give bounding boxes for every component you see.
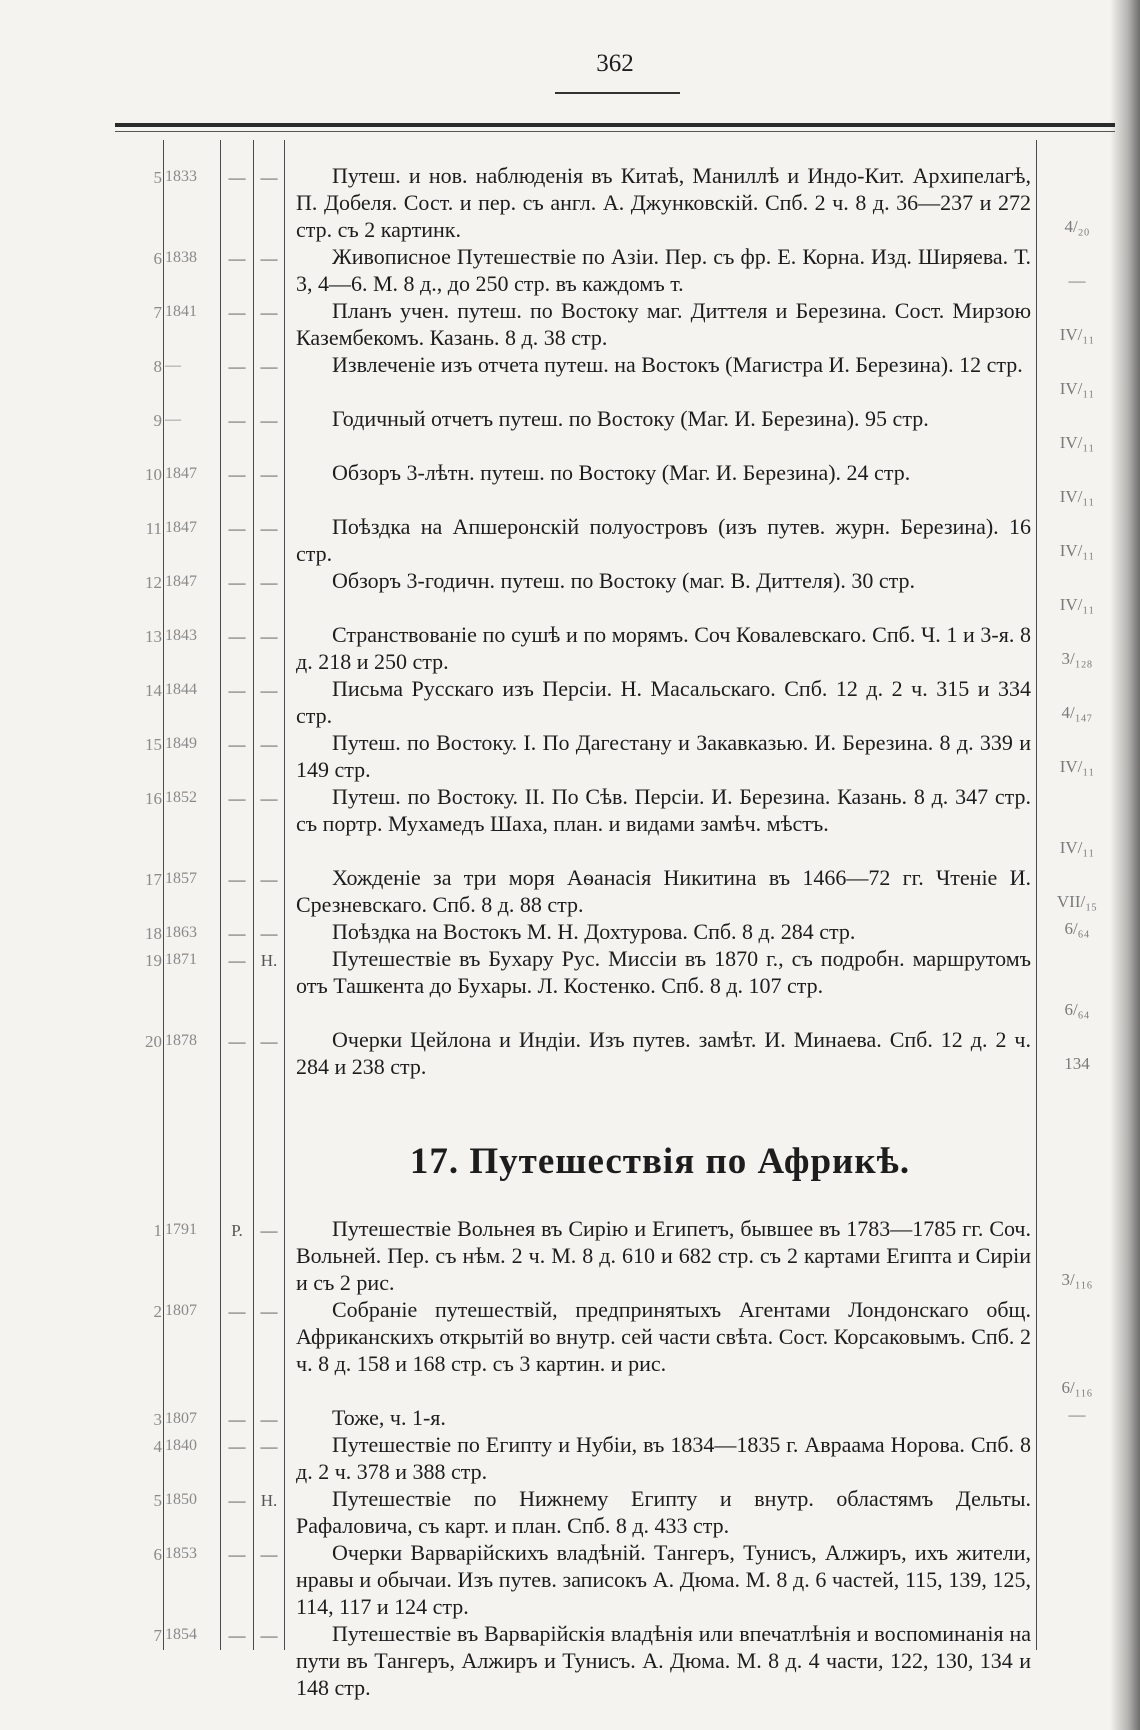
entry-mark-2: Н. bbox=[260, 951, 278, 970]
entry-year: 1807 bbox=[165, 1302, 197, 1319]
catalog-entry bbox=[0, 1431, 1140, 1485]
entry-mark-2: — bbox=[260, 1437, 278, 1456]
entry-mark-2: — bbox=[260, 1410, 278, 1429]
entry-price: — bbox=[1068, 1405, 1086, 1424]
entry-mark-1: — bbox=[228, 627, 246, 646]
entry-mark-2: — bbox=[260, 411, 278, 430]
entry-price: IV/₁₁ bbox=[1059, 433, 1095, 452]
entry-mark-2: — bbox=[260, 465, 278, 484]
entry-year: 1841 bbox=[165, 303, 197, 320]
catalog-entry bbox=[0, 675, 1140, 729]
entry-mark-1: — bbox=[228, 789, 246, 808]
entry-text: Извлеченіе изъ отчета путеш. на Востокъ (Магистра И. Березина). 12 стр. bbox=[332, 352, 1023, 377]
entry-number: 5 bbox=[153, 1491, 162, 1510]
entry-mark-1: — bbox=[228, 357, 246, 376]
entry-text: Тоже, ч. 1-я. bbox=[332, 1405, 446, 1430]
entry-price: 3/₁₂₈ bbox=[1061, 649, 1093, 668]
entry-mark-1: — bbox=[228, 1545, 246, 1564]
entry-year: 1791 bbox=[165, 1221, 197, 1238]
page-number: 362 bbox=[596, 50, 634, 77]
entry-number: 20 bbox=[145, 1032, 162, 1051]
entry-year: 1840 bbox=[165, 1437, 197, 1454]
entry-price: 3/₁₁₆ bbox=[1061, 1270, 1093, 1289]
entry-number: 6 bbox=[153, 249, 162, 268]
entry-mark-2: — bbox=[260, 249, 278, 268]
entry-text: Путешествіе по Египту и Нубіи, въ 1834—1835 г. Авраама Норова. Спб. 8 д. 2 ч. 378 и 388 стр. bbox=[296, 1432, 1031, 1484]
entry-number: 4 bbox=[153, 1437, 162, 1456]
entry-text: Обзоръ 3-лѣтн. путеш. по Востоку (Маг. И. Березина). 24 стр. bbox=[332, 460, 911, 485]
entry-mark-1: — bbox=[228, 411, 246, 430]
entry-text: Путеш. и нов. наблюденія въ Китаѣ, Маниллѣ и Индо-Кит. Архипелагѣ, П. Добеля. Сост. и пер. съ англ. А. Джунковскій. Спб. 2 ч. 8 д. 36—237 и 272 стр. съ 2 картинк. bbox=[296, 163, 1031, 242]
entry-mark-2: — bbox=[260, 1032, 278, 1051]
catalog-entry bbox=[0, 729, 1140, 783]
entry-year: 1833 bbox=[165, 168, 197, 185]
entry-price: 4/₁₄₇ bbox=[1061, 703, 1093, 722]
entry-mark-1: Р. bbox=[231, 1221, 243, 1240]
entry-text: Собраніе путешествій, предпринятыхъ Агентами Лондонскаго общ. Африканскихъ открытій во внутр. сей части свѣта. Сост. Корсаковымъ. Спб. 2 ч. 8 д. 158 и 168 стр. съ 3 картин. и рис. bbox=[296, 1297, 1031, 1376]
entry-number: 11 bbox=[145, 519, 162, 538]
entry-year: 1852 bbox=[165, 789, 197, 806]
entry-text: Письма Русскаго изъ Персіи. Н. Масальскаго. Спб. 12 д. 2 ч. 315 и 334 стр. bbox=[296, 676, 1031, 728]
entry-mark-2: — bbox=[260, 1545, 278, 1564]
entry-number: 2 bbox=[153, 1302, 162, 1321]
catalog-entry bbox=[0, 1485, 1140, 1539]
catalog-entry bbox=[0, 243, 1140, 297]
entry-mark-1: — bbox=[228, 1032, 246, 1051]
entry-number: 12 bbox=[145, 573, 162, 592]
entry-price: IV/₁₁ bbox=[1059, 541, 1095, 560]
entry-mark-2: — bbox=[260, 681, 278, 700]
entry-text: Путешествіе Вольнея въ Сирію и Египетъ, бывшее въ 1783—1785 гг. Соч. Вольней. Пер. съ нѣм. 2 ч. М. 8 д. 610 и 682 стр. съ 2 картами Египта и Сиріи и съ 2 рис. bbox=[296, 1216, 1031, 1295]
page-number-underline bbox=[555, 92, 680, 94]
entry-year: 1857 bbox=[165, 870, 197, 887]
entry-mark-1: — bbox=[228, 573, 246, 592]
entry-year: 1807 bbox=[165, 1410, 197, 1427]
entry-text: Поѣздка на Апшеронскій полуостровъ (изъ путев. журн. Березина). 16 стр. bbox=[296, 514, 1031, 566]
catalog-entry bbox=[0, 1539, 1140, 1620]
entry-text: Очерки Варварійскихъ владѣній. Тангеръ, Тунисъ, Алжиръ, ихъ жители, нравы и обычаи. Изъ путев. записокъ А. Дюма. М. 8 д. 6 частей, 115, 139, 125, 114, 117 и 124 стр. bbox=[296, 1540, 1031, 1619]
entry-number: 3 bbox=[153, 1410, 162, 1429]
entry-mark-2: — bbox=[260, 735, 278, 754]
entry-text: Путешествіе въ Варварійскія владѣнія или впечатлѣнія и воспоминанія на пути въ Тангеръ, Алжиръ и Тунисъ. А. Дюма. М. 8 д. 4 части, 122, 130, 134 и 148 стр. bbox=[296, 1621, 1031, 1700]
catalog-entry bbox=[0, 783, 1140, 864]
entry-price: — bbox=[1068, 271, 1086, 290]
entry-mark-1: — bbox=[228, 1491, 246, 1510]
entry-mark-2: — bbox=[260, 870, 278, 889]
entry-price: 4/₂₀ bbox=[1064, 217, 1090, 236]
entry-mark-1: — bbox=[228, 951, 246, 970]
entry-mark-2: — bbox=[260, 303, 278, 322]
entry-number: 1 bbox=[153, 1221, 162, 1240]
entry-year: 1863 bbox=[165, 924, 197, 941]
entry-text: Планъ учен. путеш. по Востоку маг. Диттеля и Березина. Сост. Мирзою Казембекомъ. Казань. 8 д. 38 стр. bbox=[296, 298, 1031, 350]
entry-mark-1: — bbox=[228, 465, 246, 484]
entry-price: 6/₁₁₆ bbox=[1061, 1378, 1093, 1397]
catalog-entry bbox=[0, 513, 1140, 567]
entry-year: 1843 bbox=[165, 627, 197, 644]
entry-mark-2: — bbox=[260, 924, 278, 943]
entry-price: IV/₁₁ bbox=[1059, 838, 1095, 857]
entry-number: 15 bbox=[145, 735, 162, 754]
entry-price: 6/₆₄ bbox=[1064, 1000, 1090, 1019]
header-rule bbox=[115, 123, 1115, 127]
catalog-entry bbox=[0, 1026, 1140, 1080]
catalog-entry bbox=[0, 1215, 1140, 1296]
catalog-entry bbox=[0, 351, 1140, 405]
entry-mark-1: — bbox=[228, 1410, 246, 1429]
entry-mark-1: — bbox=[228, 303, 246, 322]
entry-number: 10 bbox=[145, 465, 162, 484]
entry-number: 16 bbox=[145, 789, 162, 808]
entry-year: 1854 bbox=[165, 1626, 197, 1643]
entry-number: 7 bbox=[153, 303, 162, 322]
entry-year: — bbox=[165, 411, 181, 428]
entry-mark-1: — bbox=[228, 249, 246, 268]
catalog-entry bbox=[0, 567, 1140, 621]
entry-text: Хожденіе за три моря Аѳанасія Никитина въ 1466—72 гг. Чтеніе И. Срезневскаго. Спб. 8 д. 88 стр. bbox=[296, 865, 1031, 917]
entry-text: Годичный отчетъ путеш. по Востоку (Маг. И. Березина). 95 стр. bbox=[332, 406, 929, 431]
entry-text: Обзоръ 3-годичн. путеш. по Востоку (маг. В. Диттеля). 30 стр. bbox=[332, 568, 915, 593]
entry-price: 134 bbox=[1064, 1054, 1090, 1073]
entry-mark-2: — bbox=[260, 1626, 278, 1645]
entry-year: 1847 bbox=[165, 573, 197, 590]
catalog-entry bbox=[0, 459, 1140, 513]
entry-number: 14 bbox=[145, 681, 162, 700]
entry-mark-1: — bbox=[228, 924, 246, 943]
catalog-entry bbox=[0, 1404, 1140, 1431]
entry-text: Очерки Цейлона и Индіи. Изъ путев. замѣт. И. Минаева. Спб. 12 д. 2 ч. 284 и 238 стр. bbox=[296, 1027, 1031, 1079]
entry-number: 9 bbox=[153, 411, 162, 430]
entry-mark-1: — bbox=[228, 735, 246, 754]
entry-year: 1871 bbox=[165, 951, 197, 968]
entry-year: 1847 bbox=[165, 465, 197, 482]
entry-year: 1847 bbox=[165, 519, 197, 536]
entry-mark-2: — bbox=[260, 168, 278, 187]
entry-number: 5 bbox=[153, 168, 162, 187]
catalog-entry bbox=[0, 1620, 1140, 1701]
entry-text: Путеш. по Востоку. І. По Дагестану и Закавказью. И. Березина. 8 д. 339 и 149 стр. bbox=[296, 730, 1031, 782]
entry-number: 7 bbox=[153, 1626, 162, 1645]
entry-year: — bbox=[165, 357, 181, 374]
entry-mark-2: — bbox=[260, 627, 278, 646]
entry-price: IV/₁₁ bbox=[1059, 595, 1095, 614]
entry-text: Путеш. по Востоку. II. По Сѣв. Персіи. И. Березина. Казань. 8 д. 347 стр. съ портр. Мухамедъ Шаха, план. и видами замѣч. мѣстъ. bbox=[296, 784, 1031, 836]
entry-mark-1: — bbox=[228, 1626, 246, 1645]
catalog-entry bbox=[0, 621, 1140, 675]
entry-year: 1850 bbox=[165, 1491, 197, 1508]
entry-price: VII/₁₅ bbox=[1056, 892, 1098, 911]
catalog-entry bbox=[0, 945, 1140, 1026]
entry-year: 1853 bbox=[165, 1545, 197, 1562]
entry-mark-2: — bbox=[260, 357, 278, 376]
entry-price: IV/₁₁ bbox=[1059, 325, 1095, 344]
entry-year: 1849 bbox=[165, 735, 197, 752]
entry-price: IV/₁₁ bbox=[1059, 757, 1095, 776]
section-title: 17. Путешествія по Африкѣ. bbox=[409, 1141, 911, 1182]
entry-number: 18 bbox=[145, 924, 162, 943]
entry-mark-1: — bbox=[228, 1437, 246, 1456]
entry-mark-1: — bbox=[228, 681, 246, 700]
header-rule-thin bbox=[115, 131, 1115, 132]
entry-mark-1: — bbox=[228, 870, 246, 889]
entry-number: 6 bbox=[153, 1545, 162, 1564]
entry-mark-2: — bbox=[260, 573, 278, 592]
entry-number: 17 bbox=[145, 870, 162, 889]
entry-year: 1844 bbox=[165, 681, 197, 698]
entry-price: IV/₁₁ bbox=[1059, 487, 1095, 506]
entry-mark-1: — bbox=[228, 519, 246, 538]
catalog-entry bbox=[0, 864, 1140, 918]
entry-number: 19 bbox=[145, 951, 162, 970]
catalog-entry bbox=[0, 918, 1140, 945]
catalog-entry bbox=[0, 297, 1140, 351]
entry-text: Странствованіе по сушѣ и по морямъ. Соч Ковалевскаго. Спб. Ч. 1 и 3-я. 8 д. 218 и 250 стр. bbox=[296, 622, 1031, 674]
entry-text: Живописное Путешествіе по Азіи. Пер. съ фр. Е. Корна. Изд. Ширяева. Т. 3, 4—6. М. 8 д., до 250 стр. въ каждомъ т. bbox=[296, 244, 1031, 296]
entry-mark-2: — bbox=[260, 519, 278, 538]
entry-text: Путешествіе въ Бухару Рус. Миссіи въ 1870 г., съ подробн. маршрутомъ отъ Ташкента до Бухары. Л. Костенко. Спб. 8 д. 107 стр. bbox=[296, 946, 1031, 998]
entry-mark-2: — bbox=[260, 1221, 278, 1240]
catalog-entry bbox=[0, 405, 1140, 459]
entry-text: Поѣздка на Востокъ М. Н. Дохтурова. Спб. 8 д. 284 стр. bbox=[332, 919, 856, 944]
entry-mark-2: Н. bbox=[260, 1491, 278, 1510]
entry-mark-2: — bbox=[260, 1302, 278, 1321]
entry-year: 1838 bbox=[165, 249, 197, 266]
entry-mark-2: — bbox=[260, 789, 278, 808]
entry-year: 1878 bbox=[165, 1032, 197, 1049]
entry-price: IV/₁₁ bbox=[1059, 379, 1095, 398]
entry-mark-1: — bbox=[228, 1302, 246, 1321]
entry-number: 8 bbox=[153, 357, 162, 376]
entry-text: Путешествіе по Нижнему Египту и внутр. областямъ Дельты. Рафаловича, съ карт. и план. Спб. 8 д. 433 стр. bbox=[296, 1486, 1031, 1538]
entry-price: 6/₆₄ bbox=[1064, 919, 1090, 938]
entry-number: 13 bbox=[145, 627, 162, 646]
entry-mark-1: — bbox=[228, 168, 246, 187]
catalog-entry bbox=[0, 162, 1140, 243]
catalog-entry bbox=[0, 1296, 1140, 1404]
